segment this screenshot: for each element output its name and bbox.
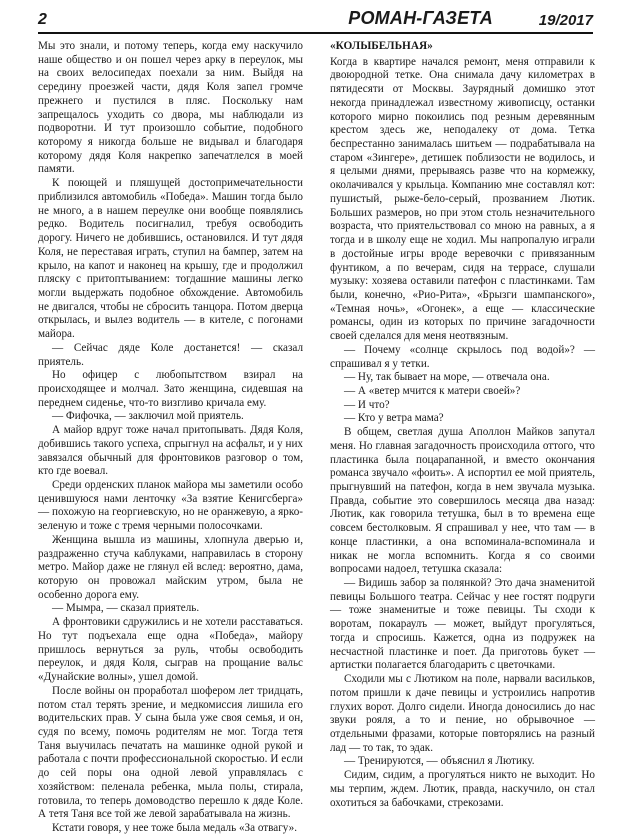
paragraph: — Фифочка, — заключил мой приятель. [52,410,244,423]
page-header [38,6,593,34]
paragraph: Женщина вышла из машины, хлопнула дверью и, раздраженно стуча каблуками, направилась в сторону метро. Майор даже не глянул ей вслед: вероятно, дама, которую он провожал майским утром, была не особенно дорога ему. [38,533,303,601]
paragraph: — Почему «солнце скрылось под водой»? — спрашивал я у тетки. [330,343,595,370]
paragraph: — Мымра, — сказал приятель. [52,602,200,615]
left-column [38,40,303,836]
paragraph: К поющей и пляшущей достопримечательности приблизился автомобиль «Победа». Машин тогда было не много, а в нашем переулке они вообще появлялись редко. Водитель посигналил, требуя освободить дорогу. Ничего не добившись, остановился. И тут дядя Коля, не переставая играть, ступил на бампер, затем на крыло, на капот и наконец на крышу, где и продолжил пляску с притоптыванием: тогдашние машины легко могли выдержать подобное обхождение. Автомобиль не двигался, чтобы не сбросить танцора. Потом дверца открылась, и вылез водитель — в кителе, с погонами майора. [38,177,303,341]
section-heading: «КОЛЫБЕЛЬНАЯ» [330,40,433,52]
paragraph: В общем, светлая душа Аполлон Майков запутал меня. Но главная загадочность происходила оттого, что пластинка была поцарапанной, и вместо окончания романса звучало «фоить». А испортил ее мой приятель, прыгнувший на патефон, когда в нем звучала музыка. Правда, событие это совершилось месяца два назад: Лютик, как говорила тетушка, был в то времена еще совсем бестолковым. Я спрашивал у нее, что там — в конце пластинки, а она вспоминала-вспоминала и никак не могла вспомнить. Когда я со своими вопросами надоел, тетушка сказала: [330,426,595,576]
paragraph: Сидим, сидим, а прогуляться никто не выходит. Но мы терпим, ждем. Лютик, правда, наскучило, он стал охотиться за бабочками, стрекозами. [330,769,595,809]
issue-number: 19/2017 [538,12,593,29]
paragraph: Кстати говоря, у нее тоже была медаль «За отвагу». [52,821,297,834]
paragraph: Когда в квартире начался ремонт, меня отправили к двоюродной тетке. Она снимала дачу километрах в пятидесяти от Москвы. Заурядный домишко этот некогда принадлежал известному живописцу, останки которого мирно покоились под резным деревянным крестом здесь же, неподалеку от дома. Тетка беспрестанно занималась шитьем — подрабатывала на старом «Зингере», детишек поблизости не водилось, и я целыми днями, прерываясь разве что на кормежку, околачивался у крыльца. Компанию мне составлял кот: пушистый, рыже-бело-серый, прозванием Лютик. Больших размеров, но при этом столь незначительного возраста, что приятельствовал со мною на равных, а я тогда и в школу еще не ходил. Мы напропалую играли в достойные игры вроде веревочки с привязанным фунтиком, а по вечерам, сидя на террасе, слушали музыку: хозяева оставили патефон с пластинками. Там были, конечно, «Рио-Рита», «Брызги шампанского», «Темная ночь», «Огонек», а еще — классические романсы, один из которых по причине загадочности своей сделался для меня неотвязным. [330,55,595,343]
paragraph: — Тренируются, — объяснил я Лютику. [344,755,535,768]
paragraph: — Кто у ветра мама? [344,412,444,425]
paragraph: — И что? [344,398,390,411]
page-number: 2 [38,11,47,28]
paragraph: — Видишь забор за полянкой? Это дача знаменитой певицы Большого театра. Сейчас у нее гостят подруги — тоже знаменитые и тоже певицы. Ты сходи к воротам, покараулъ — может, выйдут прогуляться, тогда и спросишь. Кажется, одна из подружек на несчастной пластинке и поет. Да приготовь букет — артистки полагается благодарить с цветочками. [330,577,595,672]
paragraph: А фронтовики сдружились и не хотели расставаться. Но тут подъехала еще одна «Победа», майору пришлось вернуться за руль, чтобы освободить переулок, и дядя Коля, сыграв на прощание вальс «Дунайские волны», ушел домой. [38,616,303,684]
journal-name: РОМАН-ГАЗЕТА [348,8,493,28]
paragraph: — Ну, так бывает на море, — отвечала она. [344,371,550,384]
paragraph: Мы это знали, и потому теперь, когда ему наскучило наше общество и он пошел через арку в переулок, мы на своих велосипедах поехали за ним. Выйдя на середину проезжей части, дядя Коля запел громче прежнего и пустился в пляс. Поскольку нам запрещалось уходить со двора, мы наблюдали из подворотни. И тут произошло событие, подобного которому я никогда больше не видывал и благодаря которому дядя Коля накрепко запечатлелся в моей памяти. [38,40,303,176]
paragraph: Среди орденских планок майора мы заметили особо ценившуюся нами ленточку «За взятие Кенигсберга» — похожую на георгиевскую, но не оранжевую, а ярко-зеленую и тоже с тремя черными полосочками. [38,479,303,533]
paragraph: Но офицер с любопытством взирал на происходящее и молчал. Зато женщина, сидевшая на переднем сиденье, что-то визгливо кричала ему. [38,369,303,409]
paragraph: — Сейчас дяде Коле достанется! — сказал приятель. [38,341,303,368]
paragraph: Сходили мы с Лютиком на поле, нарвали васильков, потом пришли к даче певицы и устроились напротив глухих ворот. Долго сидели. Иногда доносились до нас звуки рояля, а то и пение, но обрывочное — отдельными фразами, которые повторялись на разный лад — то так, то эдак. [330,673,595,754]
paragraph: — А «ветер мчится к матери своей»? [344,384,521,397]
right-column [330,40,595,810]
paragraph: После войны он проработал шофером лет тридцать, потом стал терять зрение, и медкомиссия лишила его водительских прав. У сына была уже своя семья, и он, судя по всему, помочь родителям не мог. Тогда тетя Таня выучилась печатать на машинке одной рукой и работала с почти профессиональной скоростью. И если до сей поры она одной левой управлялась с хозяйством: пеленала ребенка, мыла полы, стирала, готовила, то теперь домоводство перешло к дяде Коле. А тетя Таня все той же левой зарабатывала на жизнь. [38,684,303,821]
paragraph: А майор вдруг тоже начал притопывать. Дядя Коля, добившись такого успеха, спрыгнул на асфальт, и у них завязался обычный для фронтовиков разговор о том, кто где воевал. [38,424,303,478]
